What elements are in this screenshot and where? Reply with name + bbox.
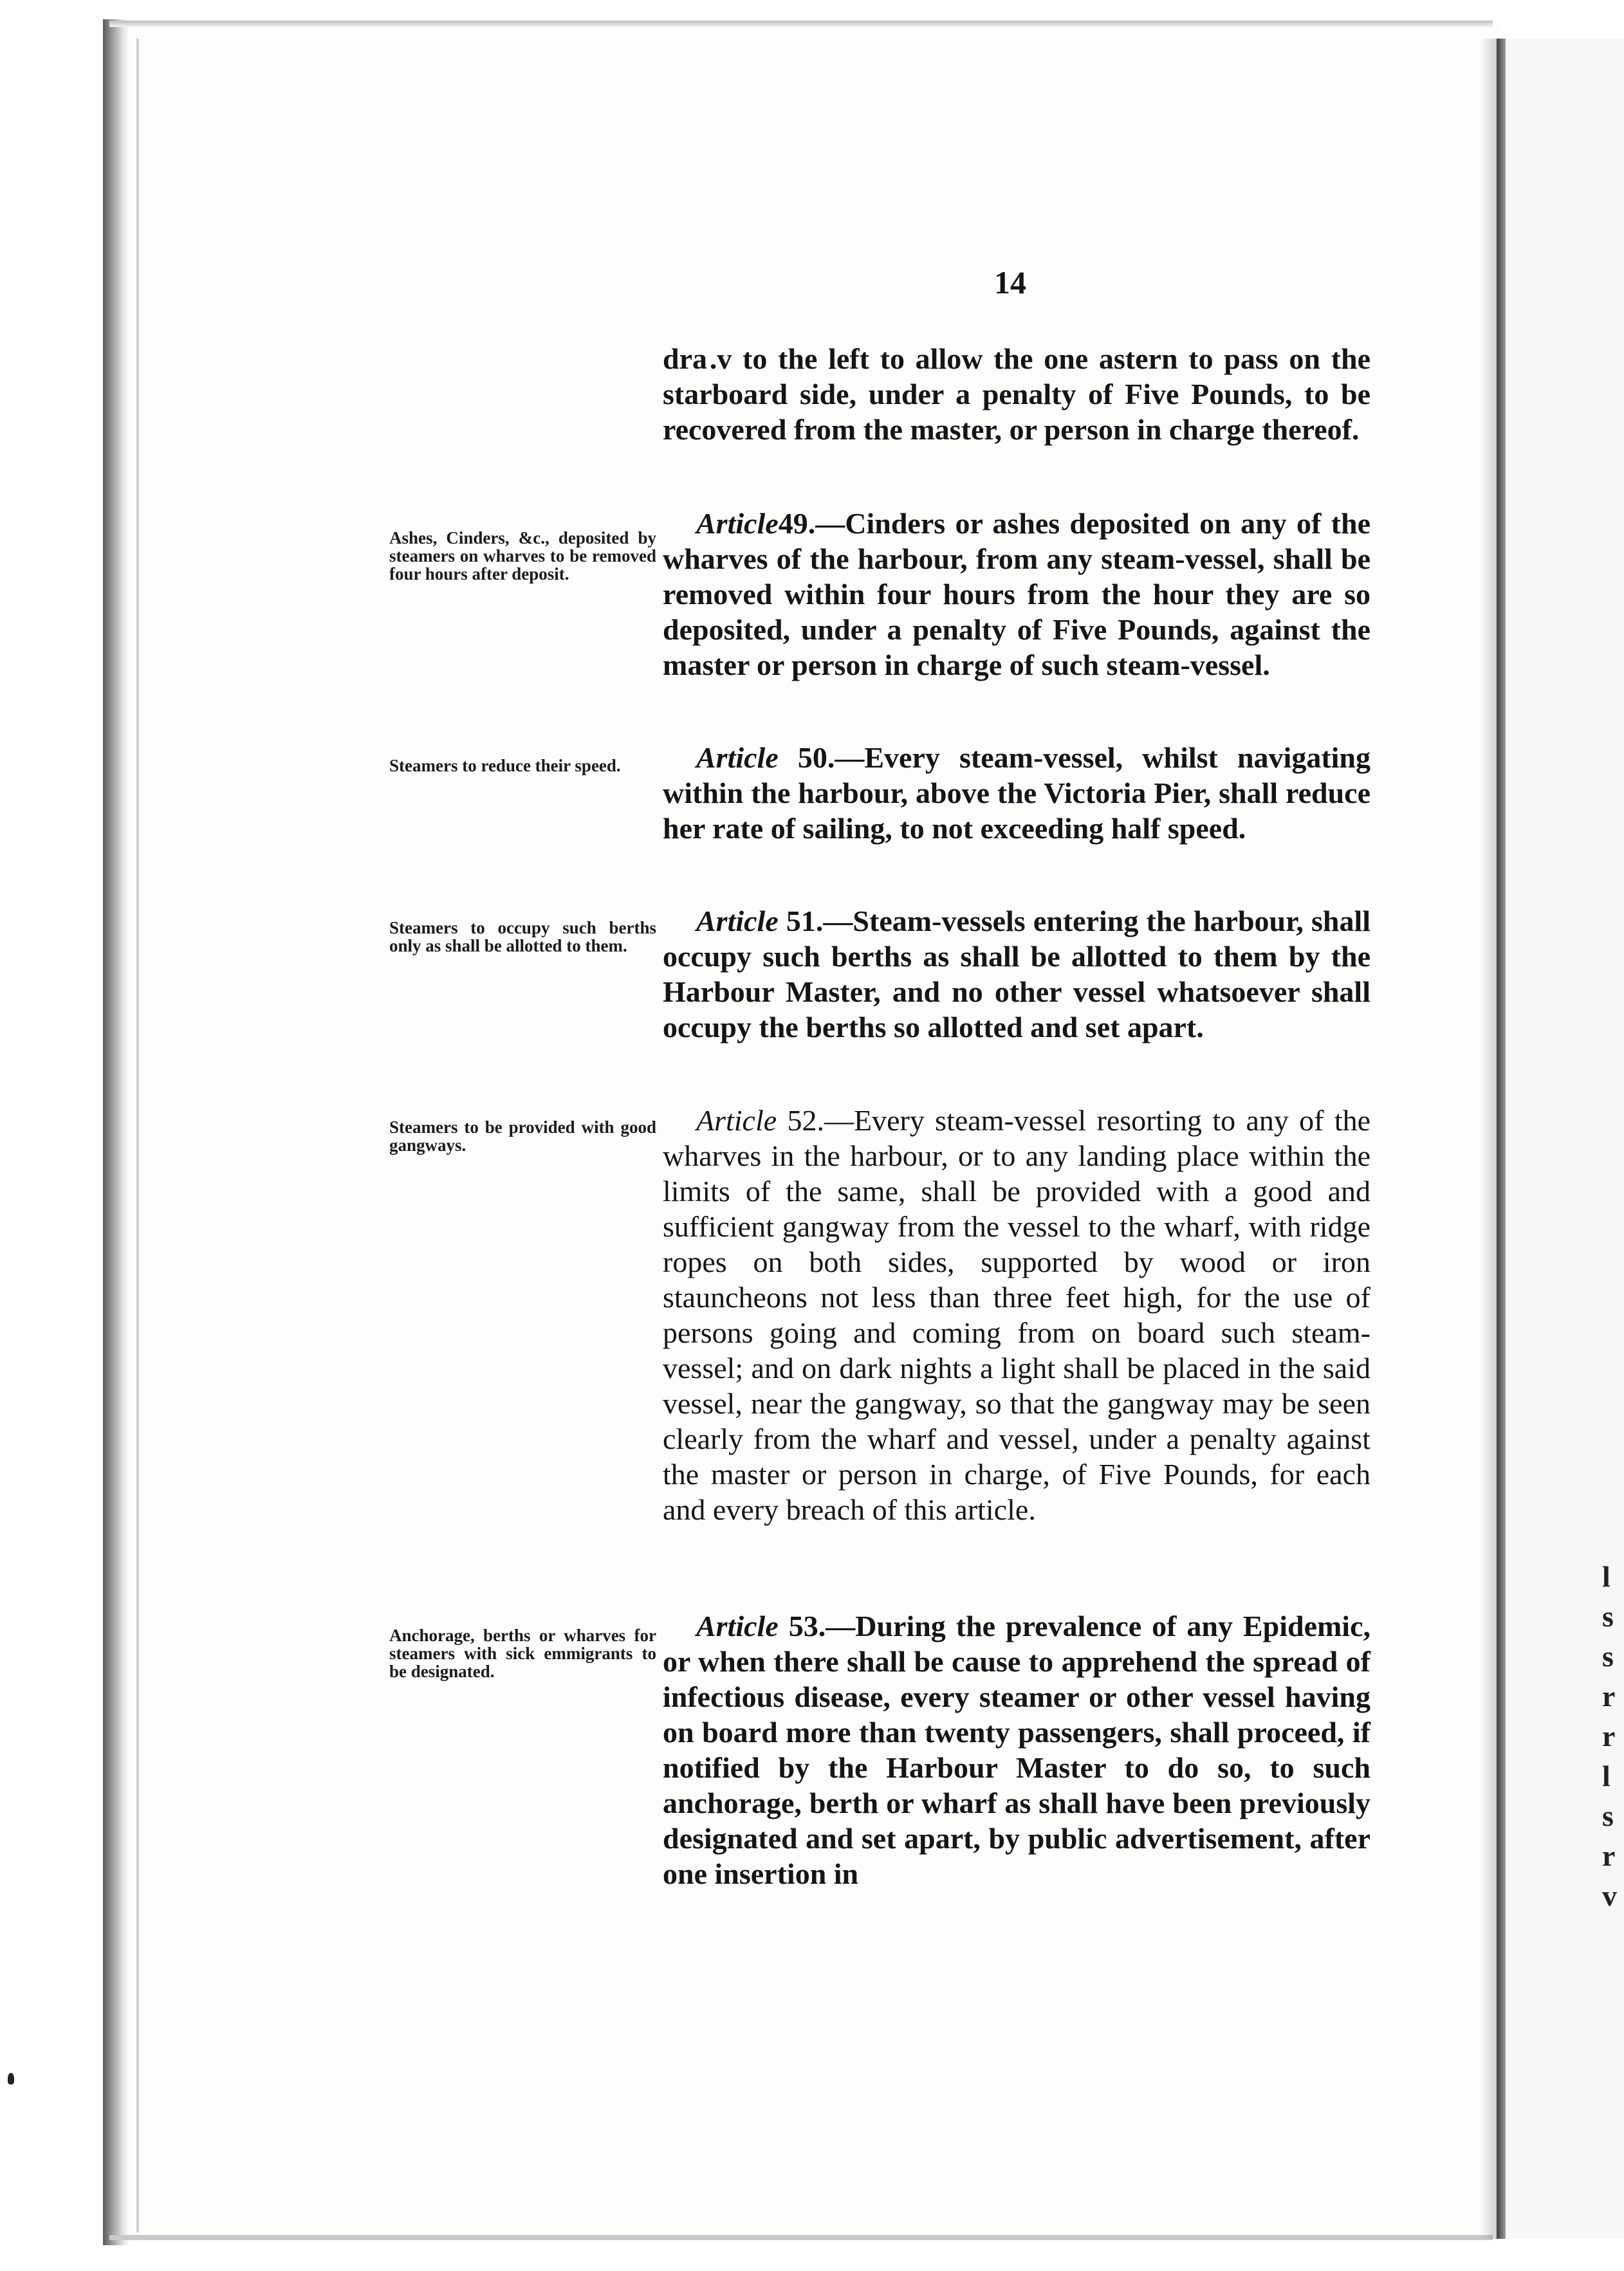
article-text: —During the prevalence of any Epidemic, or when there shall be cause to apprehend the spread of infectious disease, every steamer or other vessel having on board more than twenty passengers, shall proceed, if notified by the Harbour Master to do so, to such anchorage, berth or wharf as shall have been previously designated and set apart, by public advertisement, after one insertion in	[663, 1610, 1370, 1890]
article-text: —Every steam-vessel resorting to any of the wharves in the harbour, or to any landing place within the limits of the same, shall be provided with a good and sufficient gangway from the vessel to the wharf, with ridge ropes on both sides, supported by wood or iron staunchеons not less than three feet high, for the use of persons going and coming from on board such steam-vessel; and on dark nights a light shall be placed in the said vessel, near the gangway, so that the gangway may be seen clearly from the wharf and vessel, under a penalty against the master or person in charge, of Five Pounds, for each and every breach of this article.	[663, 1104, 1371, 1526]
gutter-divider	[1497, 39, 1506, 2239]
article-label: Article	[696, 1104, 777, 1137]
margin-note-article-52: Steamers to be provided with good gangways.	[389, 1117, 656, 1155]
article-label: Article	[696, 905, 779, 937]
article-number: 52.	[787, 1104, 825, 1137]
margin-note-article-49: Ashes, Cinders, &c., deposited by steamers on wharves to be removed four hours after deposit.	[389, 528, 656, 584]
facing-fragment: v	[1602, 1879, 1617, 1912]
article-text: —Every steam-vessel, whilst navigating within the harbour, above the Victoria Pier, shall reduce her rate of sailing, to not exceeding half speed.	[663, 741, 1371, 845]
facing-fragment: r	[1602, 1720, 1616, 1752]
margin-note-article-50: Steamers to reduce their speed.	[389, 756, 621, 775]
article-number: 50.	[797, 741, 835, 774]
article-text: —Steam-vessels entering the harbour, shall occupy such berths as shall be allotted to them by the Harbour Master, and no other vessel whatsoever shall occupy the berths so allotted and set apart.	[663, 905, 1371, 1044]
article-49	[663, 506, 1370, 683]
facing-fragment: r	[1602, 1680, 1616, 1713]
article-label: Article	[696, 507, 779, 540]
article-number: 51.	[786, 905, 824, 937]
facing-fragment: s	[1602, 1600, 1614, 1633]
article-text: —Cinders or ashes deposited on any of the wharves of the harbour, from any steam-vessel, shall be removed within four hours from the hour they are so deposited, under a penalty of Five Pounds, against the master or person in charge of such steam-vessel.	[663, 507, 1370, 681]
article-label: Article	[696, 1610, 779, 1642]
top-page-edge	[109, 21, 1493, 27]
facing-fragment: l	[1602, 1760, 1610, 1792]
bottom-page-edge	[109, 2235, 1493, 2240]
facing-fragment: s	[1602, 1799, 1614, 1832]
page-number: 14	[994, 264, 1026, 300]
article-51	[663, 903, 1370, 1045]
intro-paragraph: dra .v to the left to allow the one astern to pass on the starboard side, under a penalty of Five Pounds, to be recovered from the master, or person in charge thereof.	[663, 342, 1370, 446]
article-number: 53.	[788, 1610, 826, 1642]
left-page-edge	[136, 39, 139, 2232]
article-number: 49.	[778, 507, 816, 540]
facing-page-fragments	[1602, 1557, 1624, 1916]
left-binding-shadow	[103, 19, 129, 2245]
facing-fragment: r	[1602, 1839, 1616, 1872]
scan-speck	[8, 2073, 14, 2084]
article-53	[663, 1608, 1370, 1891]
article-50	[663, 740, 1370, 846]
facing-fragment: s	[1602, 1640, 1614, 1673]
margin-note-article-53: Anchorage, berths or wharves for steamers with sick emmigrants to be designated.	[389, 1626, 656, 1681]
margin-note-article-51: Steamers to occupy such berths only as shall be allotted to them.	[389, 918, 656, 955]
gutter-shadow	[1480, 39, 1497, 2239]
article-52	[663, 1103, 1370, 1527]
article-label: Article	[696, 741, 779, 774]
facing-fragment: l	[1602, 1560, 1610, 1593]
